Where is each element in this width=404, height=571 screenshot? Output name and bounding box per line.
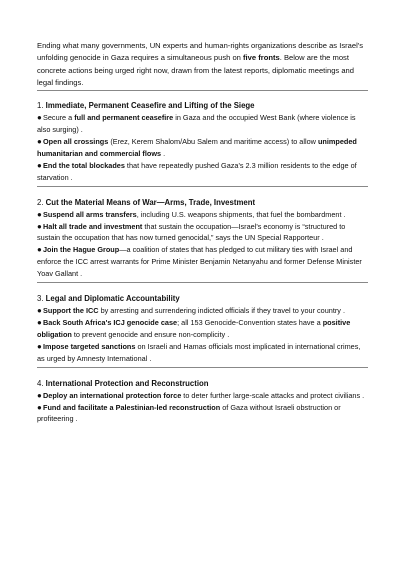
intro-paragraph bbox=[37, 40, 368, 89]
section-heading: 3. Legal and Diplomatic Accountability bbox=[37, 294, 180, 304]
intro-text: Ending what many governments, UN experts and human-rights organizations describe as Israel's unfolding genocide in Gaza requires a simultaneous push on bbox=[37, 41, 364, 63]
list-item: ●Fund and facilitate a Palestinian-led reconstruction of Gaza without Israeli obstruction or profiteering . bbox=[37, 402, 341, 424]
bullet-icon: ● bbox=[37, 390, 42, 400]
list-item: ●Halt all trade and investment that sustain the occupation—Israel's economy is “structured to sustain the occupation that has now turned genocidal,” says the UN Special Rapporteur . bbox=[37, 221, 346, 243]
bullet-icon: ● bbox=[37, 113, 42, 123]
bullet-icon: ● bbox=[37, 245, 42, 255]
bullet-icon: ● bbox=[37, 160, 42, 170]
section-heading: 2. Cut the Material Means of War—Arms, Trade, Investment bbox=[37, 197, 256, 207]
section-heading: 1. Immediate, Permanent Ceasefire and Lifting of the Siege bbox=[37, 101, 255, 111]
document-body bbox=[37, 40, 368, 425]
bullet-icon: ● bbox=[37, 402, 42, 412]
bullet-icon: ● bbox=[37, 137, 42, 146]
list-item: ●Join the Hague Group—a coalition of states that has pledged to cut military ties with Israel and enforce the ICC arrest warrants for Prime Minister Benjamin Netanyahu and former Defense Minister Yoav Gallant . bbox=[37, 245, 362, 279]
section-title: Cut the Material Means of War—Arms, Trade, Investment bbox=[45, 197, 256, 207]
list-item: ●Support the ICC by arresting and surrendering indicted officials if they travel to your country . bbox=[37, 306, 346, 316]
list-item: ●Back South Africa's ICJ genocide case; all 153 Genocide-Convention states have a positive obligation to prevent genocide and ensure non-complicity . bbox=[37, 317, 351, 339]
intro-text-end: . Below are the most concrete actions being urged right now, drawn from the latest reports, diplomatic meetings and legal findings. bbox=[37, 53, 354, 87]
section-title: Legal and Diplomatic Accountability bbox=[45, 294, 180, 304]
list-item: ●Secure a full and permanent ceasefire in Gaza and the occupied West Bank (where violence is also surging) . bbox=[37, 113, 356, 135]
list-item: ●Impose targeted sanctions on Israeli and Hamas officials most implicated in international crimes, as urged by Amnesty International . bbox=[37, 341, 361, 363]
divider bbox=[37, 90, 368, 91]
section-heading: 4. International Protection and Reconstruction bbox=[37, 378, 209, 388]
list-item: ●Open all crossings (Erez, Kerem Shalom/Abu Salem and maritime access) to allow unimpeded humanitarian and commercial flows . bbox=[37, 137, 357, 158]
intro-emphasis: five fronts bbox=[243, 53, 280, 63]
section-1 bbox=[37, 100, 368, 183]
bullet-icon: ● bbox=[37, 341, 42, 351]
list-item: ●End the total blockades that have repeatedly pushed Gaza's 2.3 million residents to the edge of starvation . bbox=[37, 160, 357, 182]
section-title: Immediate, Permanent Ceasefire and Lifting of the Siege bbox=[45, 101, 255, 111]
section-4 bbox=[37, 378, 368, 426]
divider bbox=[37, 367, 368, 368]
list-item: ●Suspend all arms transfers, including U.S. weapons shipments, that fuel the bombardment . bbox=[37, 209, 346, 219]
section-2 bbox=[37, 197, 368, 280]
bullet-icon: ● bbox=[37, 317, 42, 327]
bullet-icon: ● bbox=[37, 221, 42, 231]
list-item: ●Deploy an international protection force to deter further large-scale attacks and protect civilians . bbox=[37, 390, 365, 400]
bullet-icon: ● bbox=[37, 306, 42, 316]
section-title: International Protection and Reconstruction bbox=[45, 378, 209, 388]
divider bbox=[37, 186, 368, 187]
section-3 bbox=[37, 293, 368, 365]
bullet-icon: ● bbox=[37, 209, 42, 219]
divider bbox=[37, 282, 368, 283]
